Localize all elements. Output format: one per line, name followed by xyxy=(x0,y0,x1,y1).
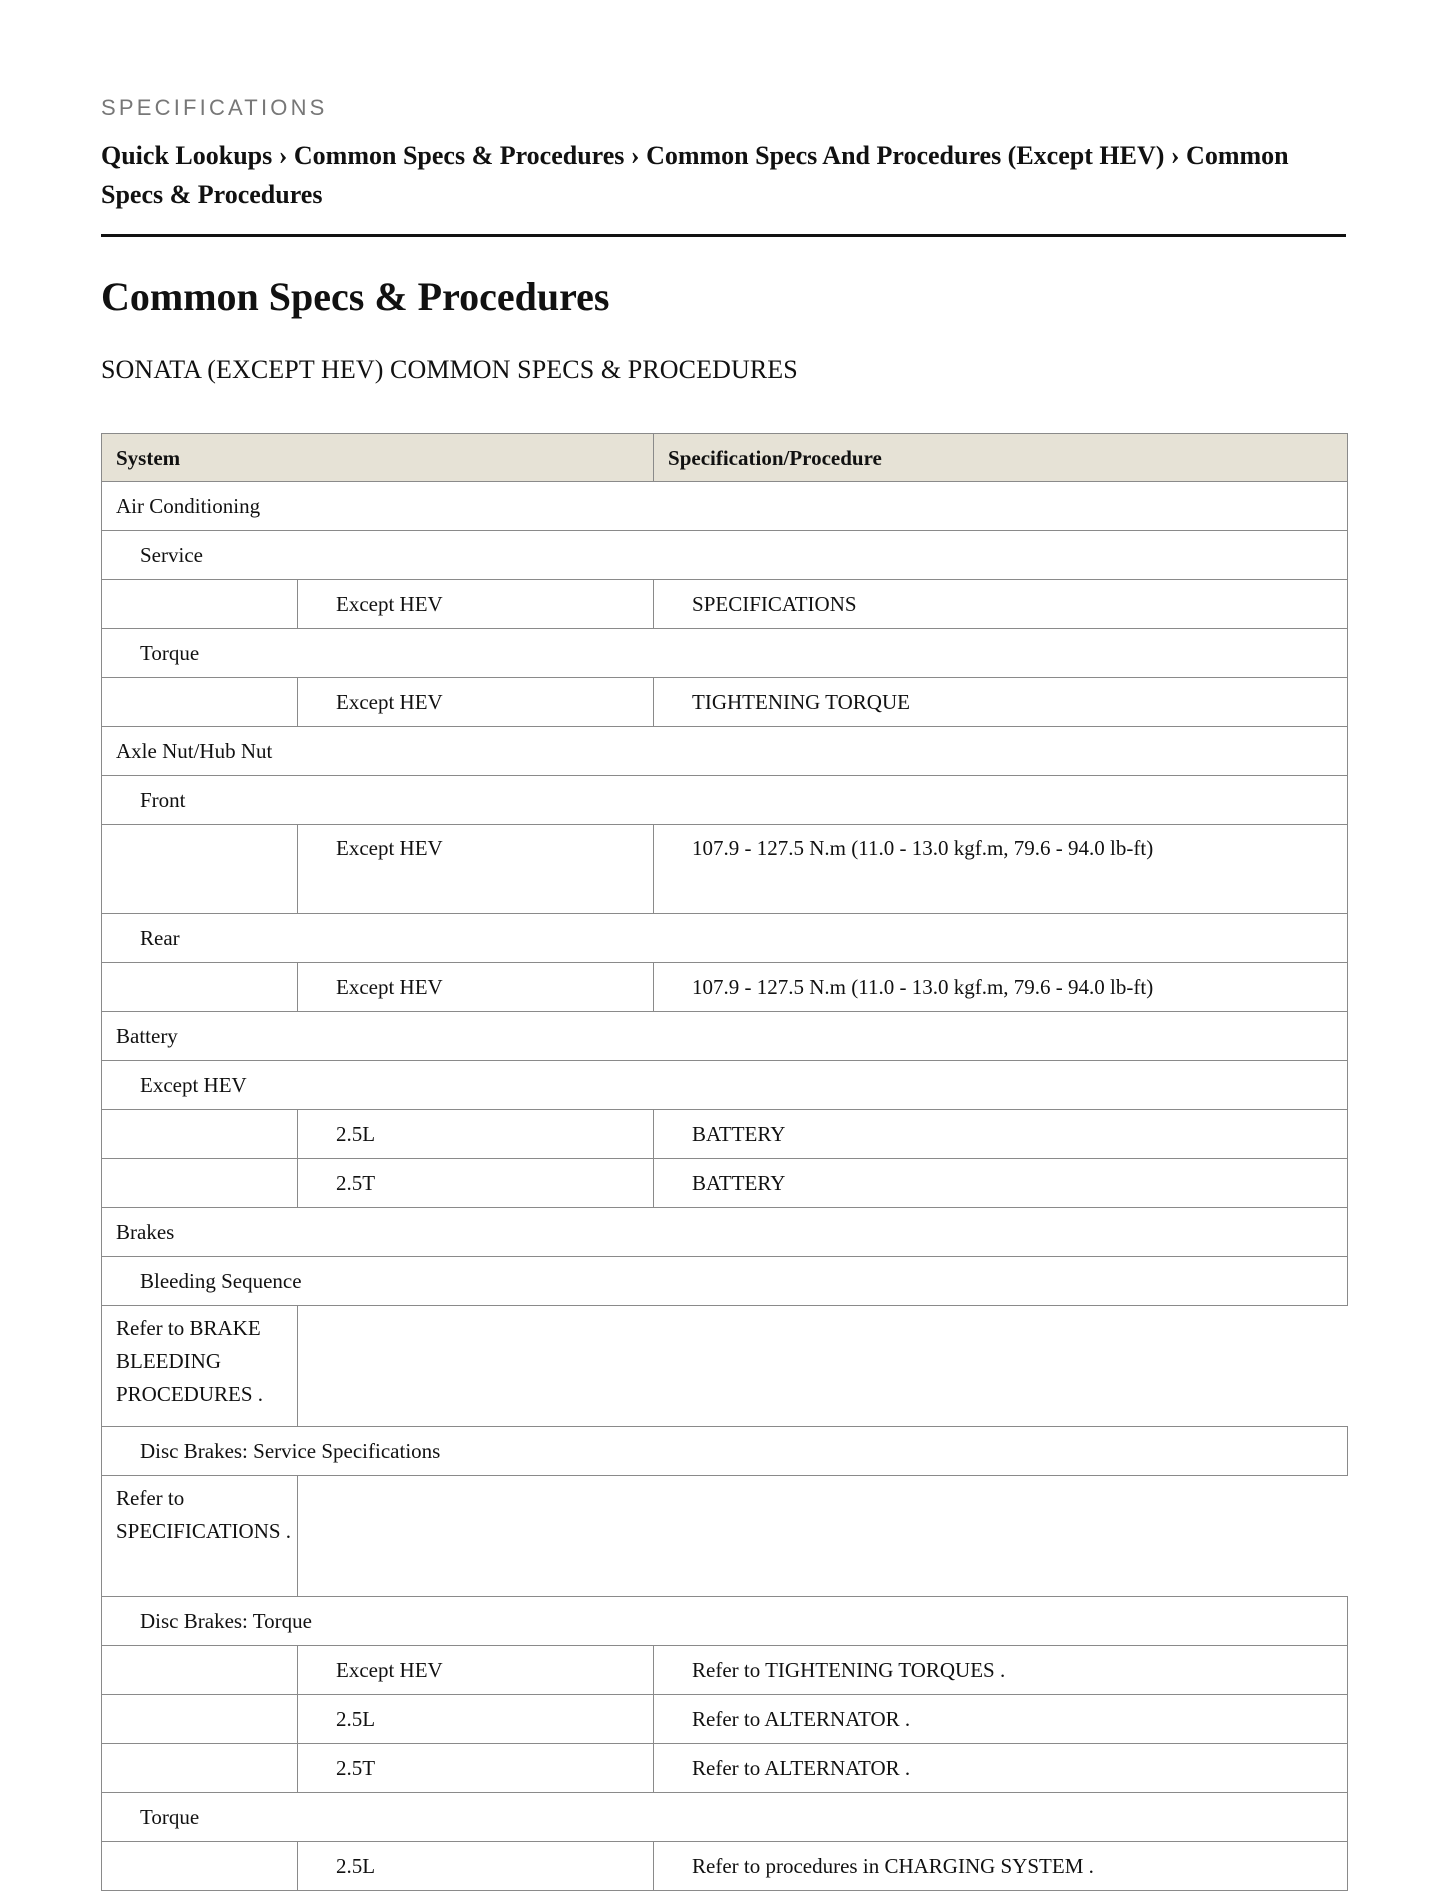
table-row xyxy=(102,1061,1348,1110)
table-row xyxy=(102,531,1348,580)
table-row xyxy=(102,1208,1348,1257)
spec-cell: BATTERY xyxy=(654,1110,1348,1159)
subgroup-bleeding-sequence: Bleeding Sequence xyxy=(102,1257,1348,1306)
section-label: SPECIFICATIONS xyxy=(101,95,328,120)
variant-cell: Except HEV xyxy=(298,825,654,914)
table-row xyxy=(102,1597,1348,1646)
variant-cell: Except HEV xyxy=(298,1646,654,1695)
table-row xyxy=(102,1793,1348,1842)
table-row xyxy=(102,776,1348,825)
variant-cell: Except HEV xyxy=(298,963,654,1012)
table-row xyxy=(102,1695,1348,1744)
empty-cell xyxy=(102,678,298,727)
empty-cell xyxy=(102,825,298,914)
spec-cell: 107.9 - 127.5 N.m (11.0 - 13.0 kgf.m, 79.6 - 94.0 lb-ft) xyxy=(654,825,1348,914)
subgroup-service: Service xyxy=(102,531,1348,580)
table-row xyxy=(102,1012,1348,1061)
variant-cell: 2.5L xyxy=(298,1110,654,1159)
breadcrumb: Quick Lookups › Common Specs & Procedures › Common Specs And Procedures (Except HEV) › Common Specs & Procedures xyxy=(101,141,1289,209)
table-row xyxy=(102,727,1348,776)
empty-cell xyxy=(102,1646,298,1695)
subgroup-torque: Torque xyxy=(102,629,1348,678)
page-subtitle: SONATA (EXCEPT HEV) COMMON SPECS & PROCEDURES xyxy=(101,355,798,384)
variant-cell: 2.5L xyxy=(298,1842,654,1891)
empty-cell xyxy=(102,1842,298,1891)
table-row xyxy=(102,1110,1348,1159)
empty-cell xyxy=(102,580,298,629)
spec-cell: Refer to TIGHTENING TORQUES . xyxy=(654,1646,1348,1695)
specs-table xyxy=(101,433,1348,1891)
empty-cell xyxy=(102,1695,298,1744)
table-row xyxy=(102,1476,1348,1597)
page-title: Common Specs & Procedures xyxy=(101,274,610,319)
group-brakes: Brakes xyxy=(102,1208,1348,1257)
variant-cell: 2.5L xyxy=(298,1695,654,1744)
table-row xyxy=(102,914,1348,963)
column-header-system: System xyxy=(102,434,654,482)
note-cell: Refer to SPECIFICATIONS . xyxy=(102,1476,298,1597)
subgroup-rear: Rear xyxy=(102,914,1348,963)
table-row xyxy=(102,1842,1348,1891)
table-row xyxy=(102,1744,1348,1793)
empty-cell xyxy=(298,1306,1348,1427)
spec-cell: Refer to ALTERNATOR . xyxy=(654,1695,1348,1744)
spec-cell: TIGHTENING TORQUE xyxy=(654,678,1348,727)
variant-cell: 2.5T xyxy=(298,1159,654,1208)
table-row xyxy=(102,482,1348,531)
spec-cell: Refer to procedures in CHARGING SYSTEM . xyxy=(654,1842,1348,1891)
table-row xyxy=(102,963,1348,1012)
variant-cell: Except HEV xyxy=(298,678,654,727)
header-divider xyxy=(101,234,1346,237)
subgroup-except-hev: Except HEV xyxy=(102,1061,1348,1110)
column-header-specification: Specification/Procedure xyxy=(654,434,1348,482)
spec-cell: BATTERY xyxy=(654,1159,1348,1208)
spec-cell: Refer to ALTERNATOR . xyxy=(654,1744,1348,1793)
empty-cell xyxy=(102,1159,298,1208)
table-row xyxy=(102,1159,1348,1208)
note-cell: Refer to BRAKE BLEEDING PROCEDURES . xyxy=(102,1306,298,1427)
spec-cell: 107.9 - 127.5 N.m (11.0 - 13.0 kgf.m, 79.6 - 94.0 lb-ft) xyxy=(654,963,1348,1012)
subgroup-front: Front xyxy=(102,776,1348,825)
table-header-row xyxy=(102,434,1348,482)
group-axle-nut: Axle Nut/Hub Nut xyxy=(102,727,1348,776)
table-row xyxy=(102,629,1348,678)
table-row xyxy=(102,1257,1348,1306)
subgroup-torque: Torque xyxy=(102,1793,1348,1842)
empty-cell xyxy=(102,963,298,1012)
empty-cell xyxy=(102,1110,298,1159)
subgroup-disc-brakes-torque: Disc Brakes: Torque xyxy=(102,1597,1348,1646)
table-row xyxy=(102,678,1348,727)
group-air-conditioning: Air Conditioning xyxy=(102,482,1348,531)
table-row xyxy=(102,1306,1348,1427)
variant-cell: Except HEV xyxy=(298,580,654,629)
table-row xyxy=(102,825,1348,914)
empty-cell xyxy=(102,1744,298,1793)
spec-cell: SPECIFICATIONS xyxy=(654,580,1348,629)
table-row xyxy=(102,1646,1348,1695)
subgroup-disc-brakes-service: Disc Brakes: Service Specifications xyxy=(102,1427,1348,1476)
table-row xyxy=(102,1427,1348,1476)
group-battery: Battery xyxy=(102,1012,1348,1061)
table-row xyxy=(102,580,1348,629)
empty-cell xyxy=(298,1476,1348,1597)
variant-cell: 2.5T xyxy=(298,1744,654,1793)
